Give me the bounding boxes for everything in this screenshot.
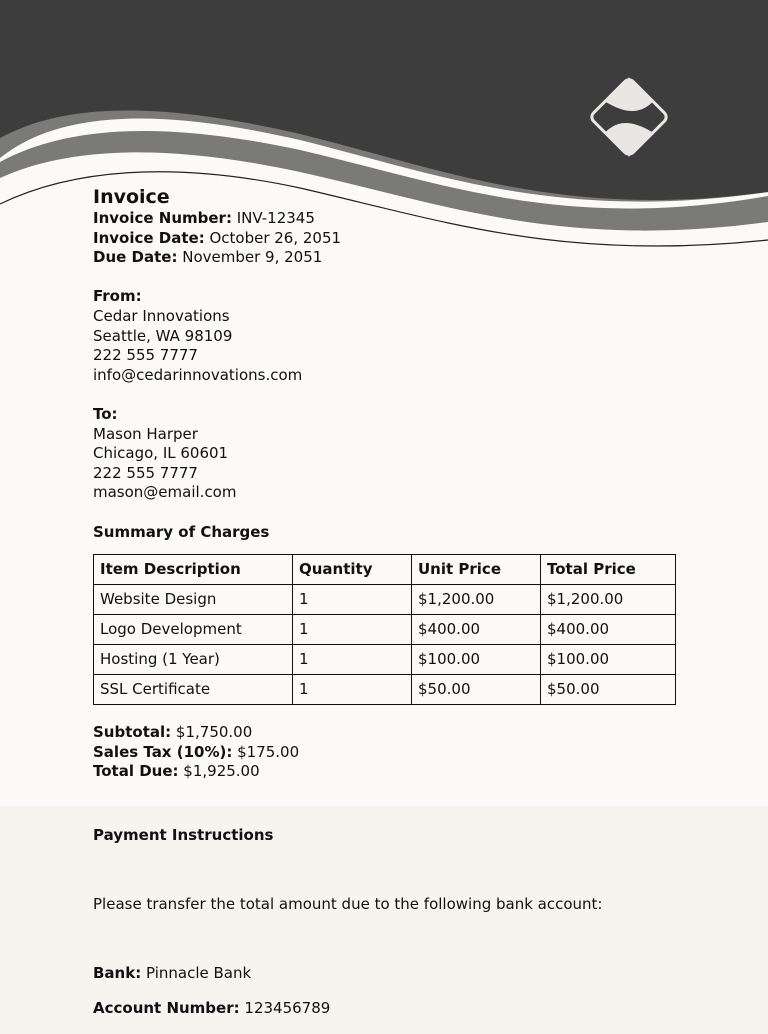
bank-line: [93, 964, 733, 984]
bank-label: Bank:: [93, 964, 142, 983]
table-cell: $400.00: [412, 615, 541, 645]
payment-instruction: Please transfer the total amount due to the following bank account:: [93, 895, 603, 914]
payment-section: [93, 811, 733, 1034]
table-row: [94, 585, 676, 615]
table-cell: 1: [293, 645, 412, 675]
column-header: Total Price: [541, 555, 676, 585]
invoice-title: Invoice: [93, 186, 170, 208]
from-phone: 222 555 7777: [93, 346, 198, 365]
invoice-date: October 26, 2051: [209, 228, 342, 247]
subtotal-value: $1,750.00: [175, 723, 253, 742]
table-cell: Hosting (1 Year): [94, 645, 293, 675]
table-header-row: [94, 555, 676, 585]
to-city: Chicago, IL 60601: [93, 444, 229, 463]
due-date-line: [93, 248, 733, 268]
subtotal-line: [93, 723, 733, 743]
company-logo-icon: [575, 77, 683, 157]
due-date-label: Due Date:: [93, 248, 178, 267]
table-cell: $50.00: [412, 675, 541, 705]
table-cell: $100.00: [541, 645, 676, 675]
column-header: Item Description: [94, 555, 293, 585]
from-email: info@cedarinnovations.com: [93, 365, 303, 384]
table-cell: Logo Development: [94, 615, 293, 645]
due-date: November 9, 2051: [182, 248, 323, 267]
total-due-line: [93, 762, 733, 782]
tax-value: $175.00: [237, 742, 300, 761]
to-email: mason@email.com: [93, 483, 237, 502]
to-phone: 222 555 7777: [93, 463, 198, 482]
account-label: Account Number:: [93, 998, 240, 1017]
from-city: Seattle, WA 98109: [93, 326, 233, 345]
invoice-date-line: [93, 229, 733, 249]
total-due-label: Total Due:: [93, 762, 179, 781]
table-cell: $400.00: [541, 615, 676, 645]
table-row: [94, 675, 676, 705]
invoice-date-label: Invoice Date:: [93, 228, 205, 247]
table-row: [94, 645, 676, 675]
tax-label: Sales Tax (10%):: [93, 742, 233, 761]
from-name: Cedar Innovations: [93, 306, 230, 325]
invoice-number: INV-12345: [236, 209, 315, 227]
table-cell: 1: [293, 675, 412, 705]
invoice-body: [93, 186, 733, 782]
table-cell: $1,200.00: [541, 585, 676, 615]
to-label: To:: [93, 404, 118, 423]
account-line: [93, 999, 733, 1019]
totals-block: [93, 723, 733, 782]
from-label: From:: [93, 287, 142, 306]
table-cell: Website Design: [94, 585, 293, 615]
table-row: [94, 615, 676, 645]
payment-heading: Payment Instructions: [93, 826, 274, 844]
tax-line: [93, 743, 733, 763]
table-cell: $100.00: [412, 645, 541, 675]
charges-table: [93, 554, 676, 705]
to-name: Mason Harper: [93, 424, 198, 443]
table-cell: 1: [293, 615, 412, 645]
table-cell: $50.00: [541, 675, 676, 705]
invoice-number-label: Invoice Number:: [93, 209, 232, 227]
subtotal-label: Subtotal:: [93, 723, 172, 742]
column-header: Quantity: [293, 555, 412, 585]
table-cell: $1,200.00: [412, 585, 541, 615]
invoice-number-line: [93, 209, 733, 229]
bank-value: Pinnacle Bank: [146, 964, 252, 983]
account-value: 123456789: [244, 998, 331, 1017]
table-cell: SSL Certificate: [94, 675, 293, 705]
column-header: Unit Price: [412, 555, 541, 585]
table-cell: 1: [293, 585, 412, 615]
total-due-value: $1,925.00: [183, 762, 260, 781]
summary-heading: Summary of Charges: [93, 522, 270, 541]
